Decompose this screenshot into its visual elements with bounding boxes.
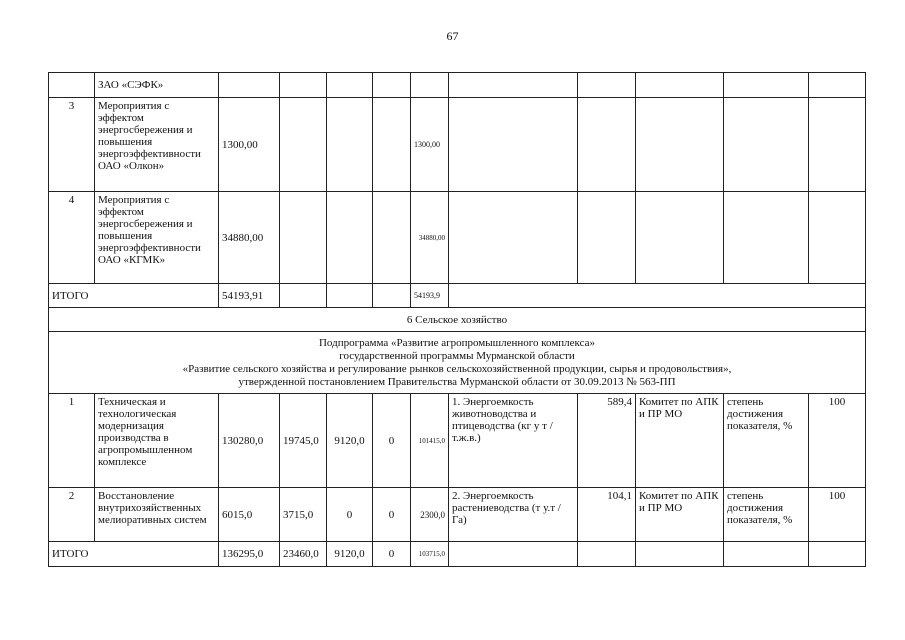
fund3-cell <box>373 98 411 192</box>
fund4-cell: 54193,9 <box>411 284 449 308</box>
table-row <box>49 192 866 284</box>
row-name: Мероприятия с эффектом энергосбережения и повышения энергоэффективности ОАО «Олкон» <box>95 98 219 192</box>
fund3-cell <box>373 192 411 284</box>
criterion-cell <box>724 542 809 567</box>
executor-cell: Комитет по АПК и ПР МО <box>636 488 724 542</box>
subprogram-row <box>49 332 866 394</box>
executor-cell <box>636 73 724 98</box>
fund2-cell <box>327 192 373 284</box>
row-name: Восстановление внутрихозяйственных мелиоративных систем <box>95 488 219 542</box>
section-row <box>49 308 866 332</box>
value-cell: 104,1 <box>578 488 636 542</box>
criterion-cell <box>724 98 809 192</box>
fund4-cell: 103715,0 <box>411 542 449 567</box>
fund4-cell <box>411 73 449 98</box>
fund4-cell: 34880,00 <box>411 192 449 284</box>
fund1-cell <box>280 98 327 192</box>
program-table <box>48 72 866 567</box>
fund2-cell <box>327 98 373 192</box>
fund3-cell <box>373 284 411 308</box>
percent-cell <box>809 73 866 98</box>
total-cell: 136295,0 <box>219 542 280 567</box>
total-cell: 1300,00 <box>219 98 280 192</box>
row-number: 4 <box>49 192 95 284</box>
fund1-cell: 23460,0 <box>280 542 327 567</box>
indicator-cell: 1. Энергоемкость животноводства и птицеводства (кг у т /т.ж.в.) <box>449 394 578 488</box>
fund2-cell <box>327 73 373 98</box>
fund1-cell <box>280 284 327 308</box>
value-cell <box>578 98 636 192</box>
row-name: Мероприятия с эффектом энергосбережения и повышения энергоэффективности ОАО «КГМК» <box>95 192 219 284</box>
row-number: 1 <box>49 394 95 488</box>
total-cell: 54193,91 <box>219 284 280 308</box>
criterion-cell <box>724 192 809 284</box>
row-number <box>49 73 95 98</box>
indicator-cell <box>449 73 578 98</box>
section-title: 6 Сельское хозяйство <box>49 308 866 332</box>
fund3-cell: 0 <box>373 394 411 488</box>
indicator-cell <box>449 192 578 284</box>
fund1-cell: 3715,0 <box>280 488 327 542</box>
fund2-cell: 9120,0 <box>327 394 373 488</box>
total-row <box>49 284 866 308</box>
subprogram-line: «Развитие сельского хозяйства и регулирование рынков сельскохозяйственной продукции, сырья и продовольствия», <box>182 362 732 375</box>
percent-cell: 100 <box>809 394 866 488</box>
fund3-cell: 0 <box>373 542 411 567</box>
fund4-cell: 101415,0 <box>411 394 449 488</box>
value-cell <box>578 73 636 98</box>
criterion-cell: степень достижения показателя, % <box>724 394 809 488</box>
indicator-cell <box>449 98 578 192</box>
total-cell <box>219 73 280 98</box>
percent-cell <box>809 98 866 192</box>
row-name: Техническая и технологическая модернизация производства в агропромышленном комплексе <box>95 394 219 488</box>
subprogram-line: утвержденной постановлением Правительства Мурманской области от 30.09.2013 № 563-ПП <box>238 375 676 388</box>
table-row <box>49 488 866 542</box>
value-cell: 589,4 <box>578 394 636 488</box>
row-number: 2 <box>49 488 95 542</box>
value-cell <box>578 542 636 567</box>
percent-cell: 100 <box>809 488 866 542</box>
fund3-cell <box>373 73 411 98</box>
total-row <box>49 542 866 567</box>
total-cell: 130280,0 <box>219 394 280 488</box>
percent-cell <box>809 192 866 284</box>
percent-cell <box>809 542 866 567</box>
fund4-cell: 2300,0 <box>411 488 449 542</box>
executor-cell <box>636 542 724 567</box>
total-label: ИТОГО <box>49 284 219 308</box>
indicator-cell: 2. Энергоемкость растениеводства (т у.т /Га) <box>449 488 578 542</box>
fund4-cell: 1300,00 <box>411 98 449 192</box>
executor-cell: Комитет по АПК и ПР МО <box>636 394 724 488</box>
page-number: 67 <box>446 29 459 43</box>
fund3-cell: 0 <box>373 488 411 542</box>
fund1-cell: 19745,0 <box>280 394 327 488</box>
criterion-cell: степень достижения показателя, % <box>724 488 809 542</box>
row-number: 3 <box>49 98 95 192</box>
subprogram-header <box>49 332 866 394</box>
value-cell <box>578 192 636 284</box>
total-cell: 6015,0 <box>219 488 280 542</box>
table-row <box>49 394 866 488</box>
total-label: ИТОГО <box>49 542 219 567</box>
total-cell: 34880,00 <box>219 192 280 284</box>
executor-cell <box>636 98 724 192</box>
empty-cell <box>449 284 866 308</box>
subprogram-line: государственной программы Мурманской области <box>339 349 575 362</box>
subprogram-line: Подпрограмма «Развитие агропромышленного комплекса» <box>318 336 596 349</box>
row-name: ЗАО «СЭФК» <box>95 73 219 98</box>
fund1-cell <box>280 192 327 284</box>
indicator-cell <box>449 542 578 567</box>
fund2-cell: 9120,0 <box>327 542 373 567</box>
fund2-cell <box>327 284 373 308</box>
fund1-cell <box>280 73 327 98</box>
executor-cell <box>636 192 724 284</box>
table-row <box>49 73 866 98</box>
table-row <box>49 98 866 192</box>
criterion-cell <box>724 73 809 98</box>
fund2-cell: 0 <box>327 488 373 542</box>
